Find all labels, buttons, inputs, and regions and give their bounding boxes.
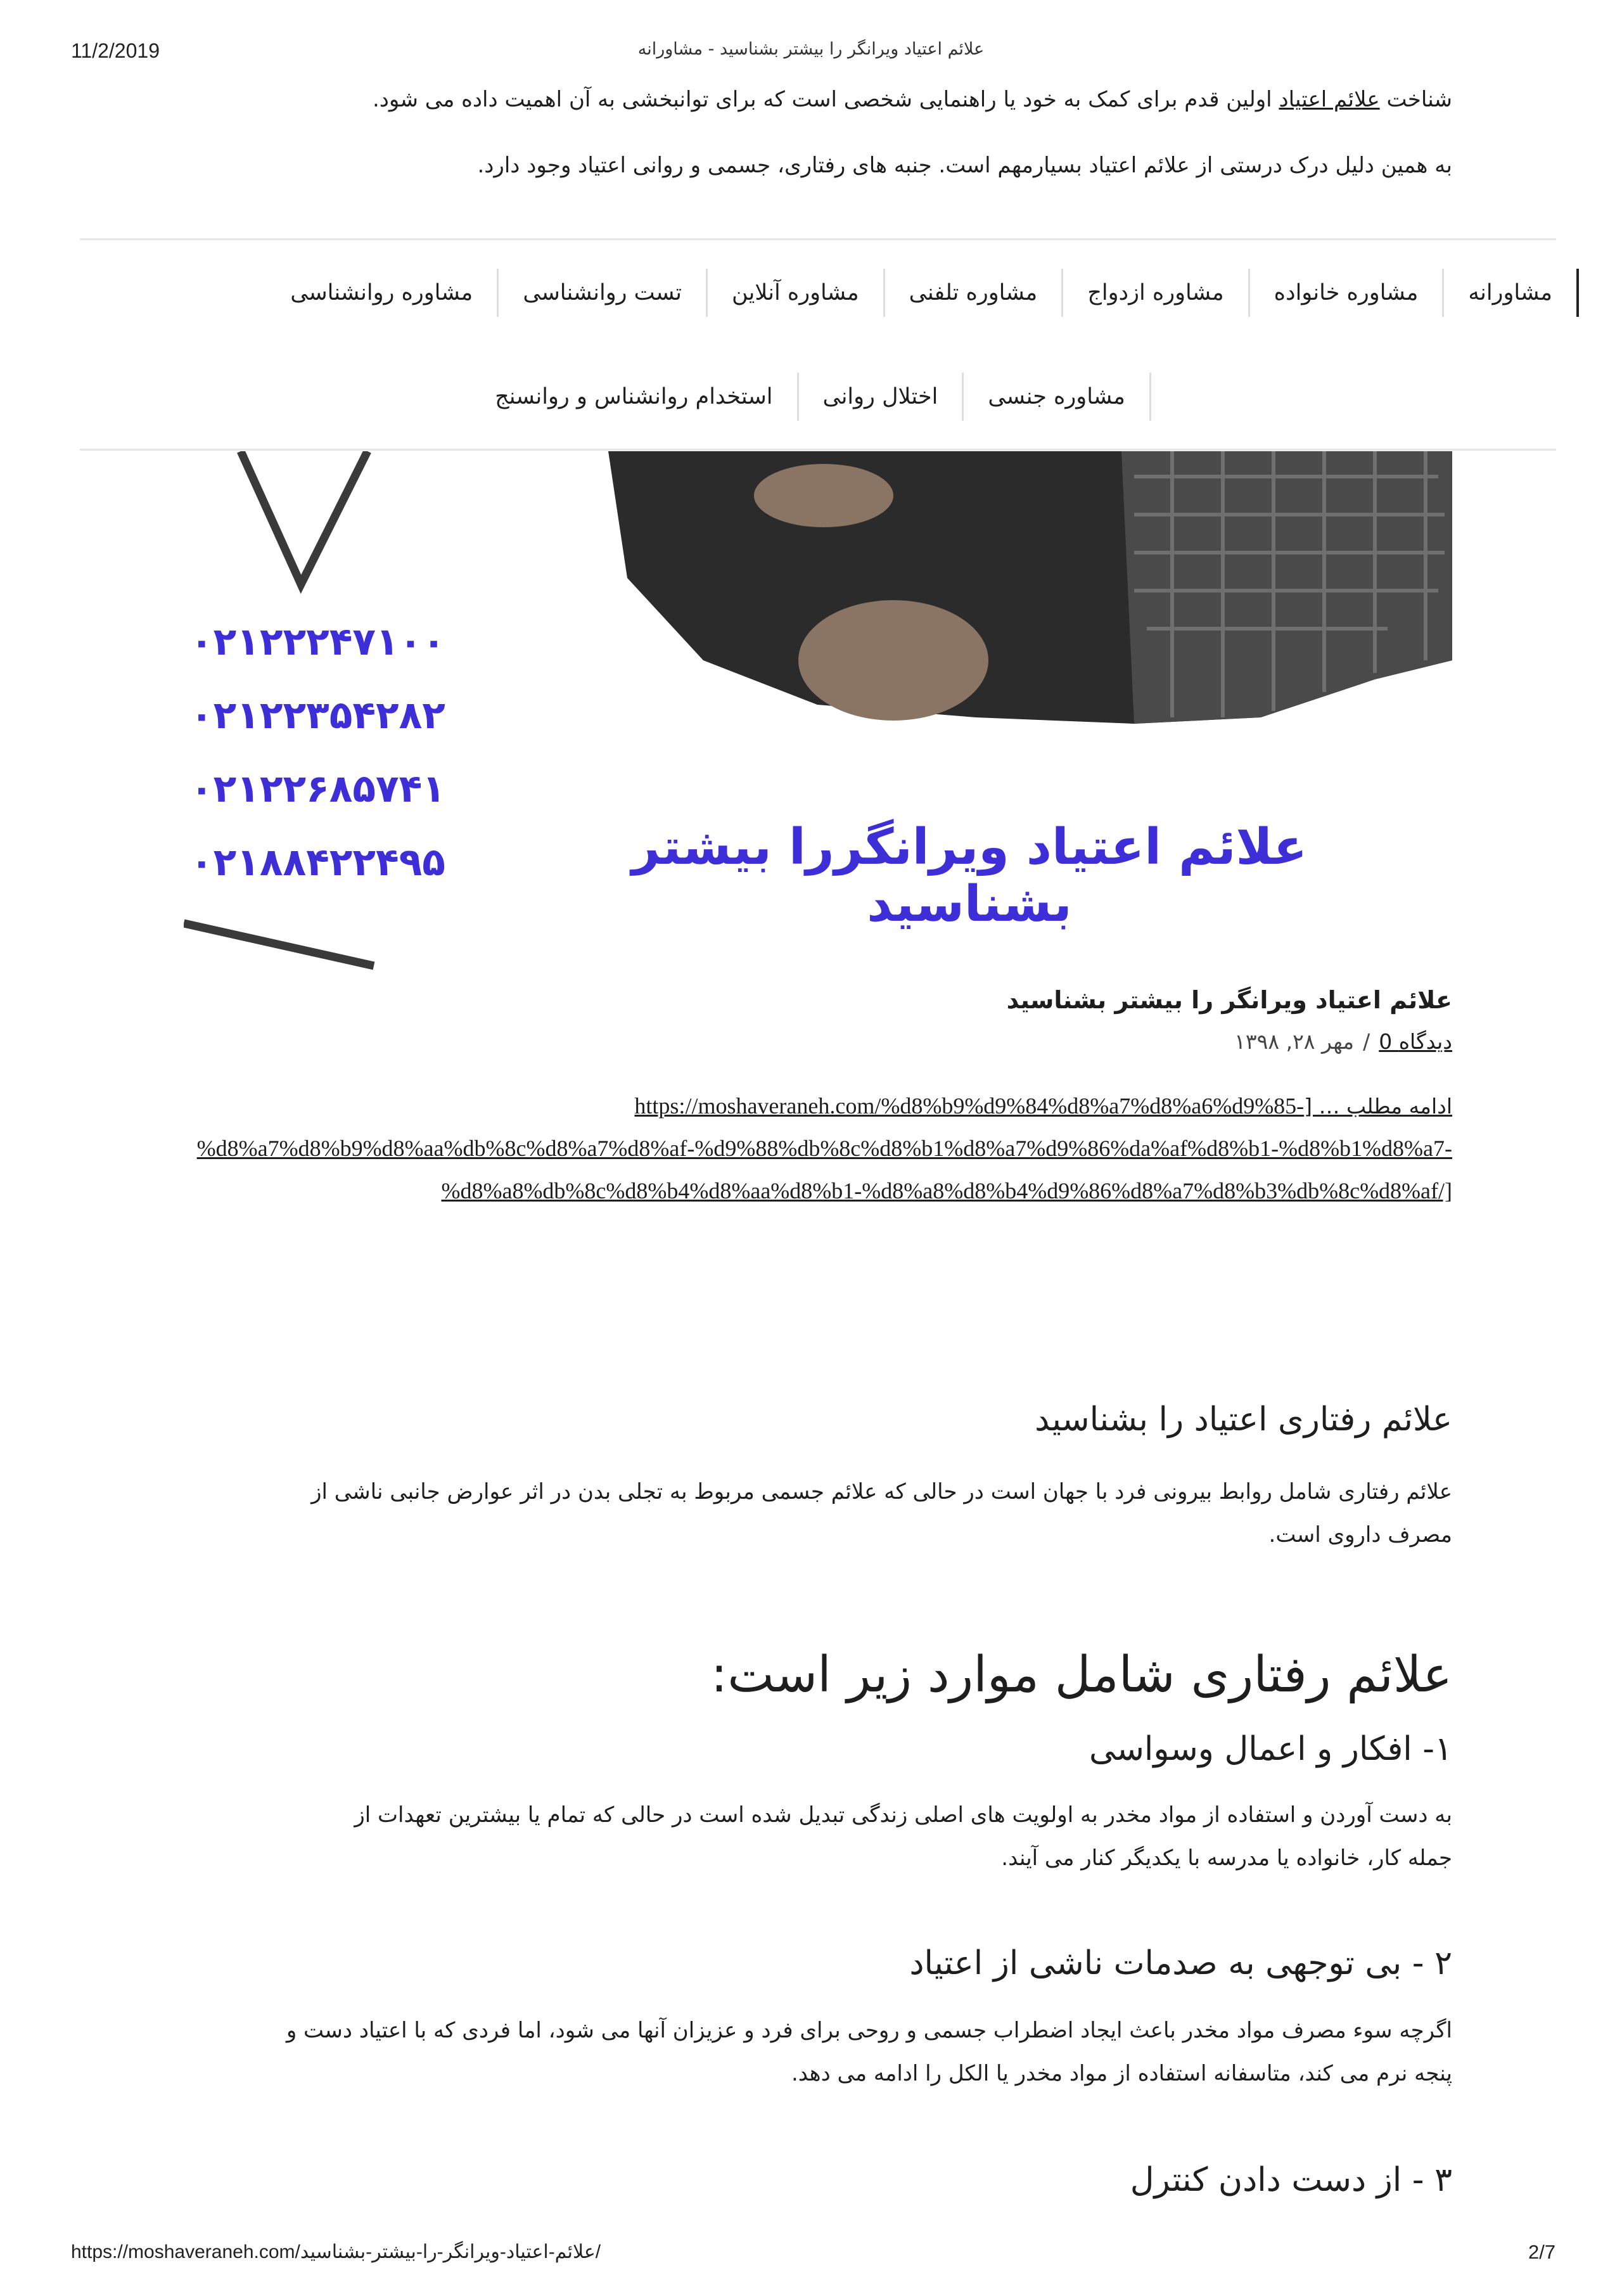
paragraph-behavioral-line-2: مصرف داروی است. xyxy=(1268,1522,1452,1548)
hero-phone-list xyxy=(190,605,444,899)
nav-item-hire-psychologist[interactable]: استخدام روانشناس و روانسنج xyxy=(495,384,773,409)
intro-paragraph-1 xyxy=(128,84,1452,115)
nav-item-family-counseling[interactable]: مشاوره خانواده xyxy=(1248,269,1443,317)
read-more-line-2[interactable]: %d8%a7%d8%b9%d8%aa%db%8c%d8%a7%d8%af-%d9%88%db%8c%d8%b1%d8%a7%d9%86%da%af%d8%b1-%d8%b1%d8%a7- xyxy=(196,1136,1452,1161)
paragraph-item-1-line-1: به دست آوردن و استفاده از مواد مخدر به اولویت های اصلی زندگی تبدیل شده است در حالی که تمام یا بیشترین تعهدات از xyxy=(354,1802,1452,1828)
hero-phone-number: ۰۲۱۲۲۲۴۷۱۰۰ xyxy=(190,620,445,664)
nav-item-mental-disorder[interactable]: اختلال روانی xyxy=(797,373,962,421)
nav-item-sexual-counseling[interactable]: مشاوره جنسی xyxy=(962,373,1151,421)
hero-phone-number: ۰۲۱۸۸۴۲۲۴۹۵ xyxy=(190,840,445,885)
heading-behavioral-list: علائم رفتاری شامل موارد زیر است: xyxy=(710,1646,1452,1703)
post-title[interactable]: علائم اعتیاد ویرانگر را بیشتر بشناسید xyxy=(1006,986,1452,1014)
post-date: مهر ۲۸, ۱۳۹۸ xyxy=(1234,1029,1355,1054)
figure-hand-lower xyxy=(798,600,988,721)
intro-paragraph-2: به همین دلیل درک درستی از علائم اعتیاد بسیارمهم است. جنبه های رفتاری، جسمی و روانی اعتیاد وجود دارد. xyxy=(477,153,1452,178)
read-more-label[interactable]: ادامه مطلب … [ xyxy=(1304,1094,1452,1119)
read-more-line-3[interactable]: %d8%a8%db%8c%d8%b4%d8%aa%d8%b1-%d8%a8%d8%b4%d9%86%d8%a7%d8%b3%db%8c%d8%af/] xyxy=(441,1178,1452,1203)
paragraph-item-1-line-2: جمله کار، خانواده یا مدرسه با یکدیگر کنار می آیند. xyxy=(1001,1845,1452,1871)
nav-bottom-divider xyxy=(80,449,1556,451)
post-meta-separator: / xyxy=(1363,1029,1370,1054)
read-more-url-part[interactable]: https://moshaveraneh.com/%d8%b9%d9%84%d8%a7%d8%a6%d9%85- xyxy=(634,1093,1305,1119)
post-meta xyxy=(1234,1029,1452,1054)
main-nav-row-2 xyxy=(0,373,1622,421)
intro-text-prefix: شناخت xyxy=(1379,87,1452,112)
hero-banner-text: علائم اعتیاد ویرانگررا بیشتر بشناسید xyxy=(631,819,1308,933)
nav-item-marriage-counseling[interactable]: مشاوره ازدواج xyxy=(1061,269,1248,317)
print-page-title: علائم اعتیاد ویرانگر را بیشتر بشناسید - مشاورانه xyxy=(637,39,985,59)
print-footer-url: https://moshaveraneh.com/علائم-اعتیاد-ویرانگر-را-بیشتر-بشناسید/ xyxy=(71,2241,601,2262)
paragraph-item-2-line-1: اگرچه سوء مصرف مواد مخدر باعث ایجاد اضطراب جسمی و روحی برای فرد و عزیزان آنها می شود، اما فردی که با اعتیاد دست و xyxy=(286,2018,1452,2043)
paragraph-behavioral-line-1: علائم رفتاری شامل روابط بیرونی فرد با جهان است در حالی که علائم جسمی مربوط به تجلی بدن در اثر عوارض جانبی ناشی از xyxy=(311,1479,1452,1504)
heading-item-3: ۳ - از دست دادن کنترل xyxy=(1130,2161,1452,2199)
nav-item-psychology-test[interactable]: تست روانشناسی xyxy=(497,269,706,317)
nav-item-psychology-counseling[interactable]: مشاوره روانشناسی xyxy=(290,280,473,305)
hero-phone-number: ۰۲۱۲۲۳۵۴۲۸۲ xyxy=(190,693,445,738)
main-nav-row-1 xyxy=(266,269,1579,317)
intro-text-suffix: اولین قدم برای کمک به خود یا راهنمایی شخصی است که برای توانبخشی به آن اهمیت داده می شود. xyxy=(372,87,1279,112)
decor-line xyxy=(184,923,374,966)
hero-phone-number: ۰۲۱۲۲۶۸۵۷۴۱ xyxy=(190,767,445,811)
print-date: 11/2/2019 xyxy=(71,39,160,62)
read-more-line-1[interactable] xyxy=(122,1085,1452,1127)
nav-item-online-counseling[interactable]: مشاوره آنلاین xyxy=(706,269,883,317)
paragraph-item-2-line-2: پنجه نرم می کند، متاسفانه استفاده از مواد مخدر یا الکل را ادامه می دهد. xyxy=(791,2061,1452,2086)
intro-addiction-link[interactable]: علائم اعتیاد xyxy=(1279,87,1380,112)
heading-item-1: ۱- افکار و اعمال وسواسی xyxy=(1089,1730,1452,1768)
nav-item-moshaveraneh[interactable]: مشاورانه xyxy=(1442,269,1579,317)
nav-item-phone-counseling[interactable]: مشاوره تلفنی xyxy=(883,269,1062,317)
figure-hand-upper xyxy=(754,464,893,527)
nav-top-divider xyxy=(80,238,1556,240)
post-comments-link[interactable]: 0 دیدگاه xyxy=(1379,1029,1452,1054)
decor-chevron xyxy=(241,451,367,584)
print-footer-page-number: 2/7 xyxy=(1528,2241,1556,2263)
heading-behavioral-signs: علائم رفتاری اعتیاد را بشناسید xyxy=(1035,1401,1452,1439)
heading-item-2: ۲ - بی توجهی به صدمات ناشی از اعتیاد xyxy=(909,1944,1452,1982)
